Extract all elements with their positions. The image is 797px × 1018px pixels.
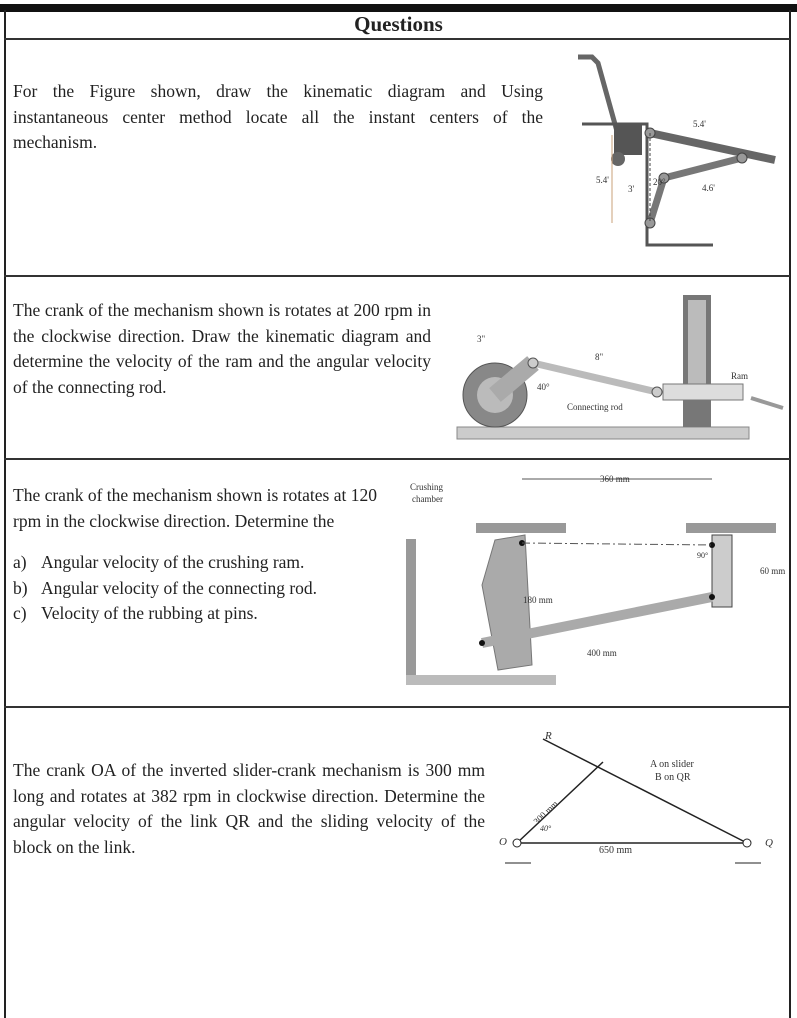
label: 360 mm [600, 474, 630, 484]
label: 20° [653, 177, 666, 187]
label: 5.4' [596, 175, 609, 185]
page-title: Questions [354, 12, 443, 36]
label: A on slider [650, 759, 694, 770]
list-item [13, 601, 377, 627]
list-marker: c) [13, 603, 27, 623]
label: R [545, 730, 552, 742]
list-item [13, 576, 377, 602]
question-4-text: The crank OA of the inverted slider-crank mechanism is 300 mm long and rotates at 382 rpm in clockwise direction. Determine the angular velocity of the link QR and the sliding velocity of the block on the link. [13, 760, 485, 857]
label: Q [765, 837, 773, 849]
question-3 [13, 483, 377, 627]
figure-crank-ram [455, 290, 785, 442]
label: 3' [628, 184, 635, 194]
question-1-text: For the Figure shown, draw the kinematic diagram and Using instantaneous center method locate all the instant centers of the mechanism. [13, 81, 543, 152]
label: 60 mm [760, 566, 786, 576]
label: Connecting rod [567, 402, 623, 412]
label: 4.6' [702, 183, 715, 193]
row-divider [4, 275, 790, 277]
question-3-text: The crank of the mechanism shown is rotates at 120 rpm in the clockwise direction. Determine the [13, 485, 377, 531]
row-divider [4, 38, 790, 40]
label: Ram [731, 371, 748, 381]
figure-ramp-linkage [570, 45, 785, 250]
table-left-border [4, 10, 6, 1018]
list-item [13, 550, 377, 576]
list-marker: a) [13, 552, 27, 572]
label: 650 mm [599, 845, 633, 856]
label: chamber [412, 494, 443, 504]
question-2-text: The crank of the mechanism shown is rotates at 200 rpm in the clockwise direction. Draw the kinematic diagram and determine the velocity of the ram and the angular velocity of the connecting rod. [13, 300, 431, 397]
label: O [499, 836, 507, 848]
label: 5.4' [693, 119, 706, 129]
table-top-border [0, 4, 797, 12]
row-divider [4, 706, 790, 708]
list-text: Angular velocity of the crushing ram. [41, 552, 305, 572]
label: B on QR [655, 772, 691, 783]
figure-stone-crusher [400, 465, 790, 695]
label: 180 mm [523, 595, 553, 605]
list-text: Velocity of the rubbing at pins. [41, 603, 258, 623]
figure-inverted-slider-crank [495, 725, 785, 875]
list-marker: b) [13, 577, 28, 598]
label: 90° [697, 551, 709, 560]
label: 40° [537, 382, 550, 392]
label: 3" [477, 334, 486, 344]
list-text: Angular velocity of the connecting rod. [41, 577, 318, 598]
label: Crushing [410, 482, 444, 492]
label: 300 mm [531, 798, 560, 827]
label: 8" [595, 352, 604, 362]
label: 40° [540, 824, 552, 833]
label: 400 mm [587, 648, 617, 658]
row-divider [4, 458, 790, 460]
question-3-list [13, 550, 377, 627]
